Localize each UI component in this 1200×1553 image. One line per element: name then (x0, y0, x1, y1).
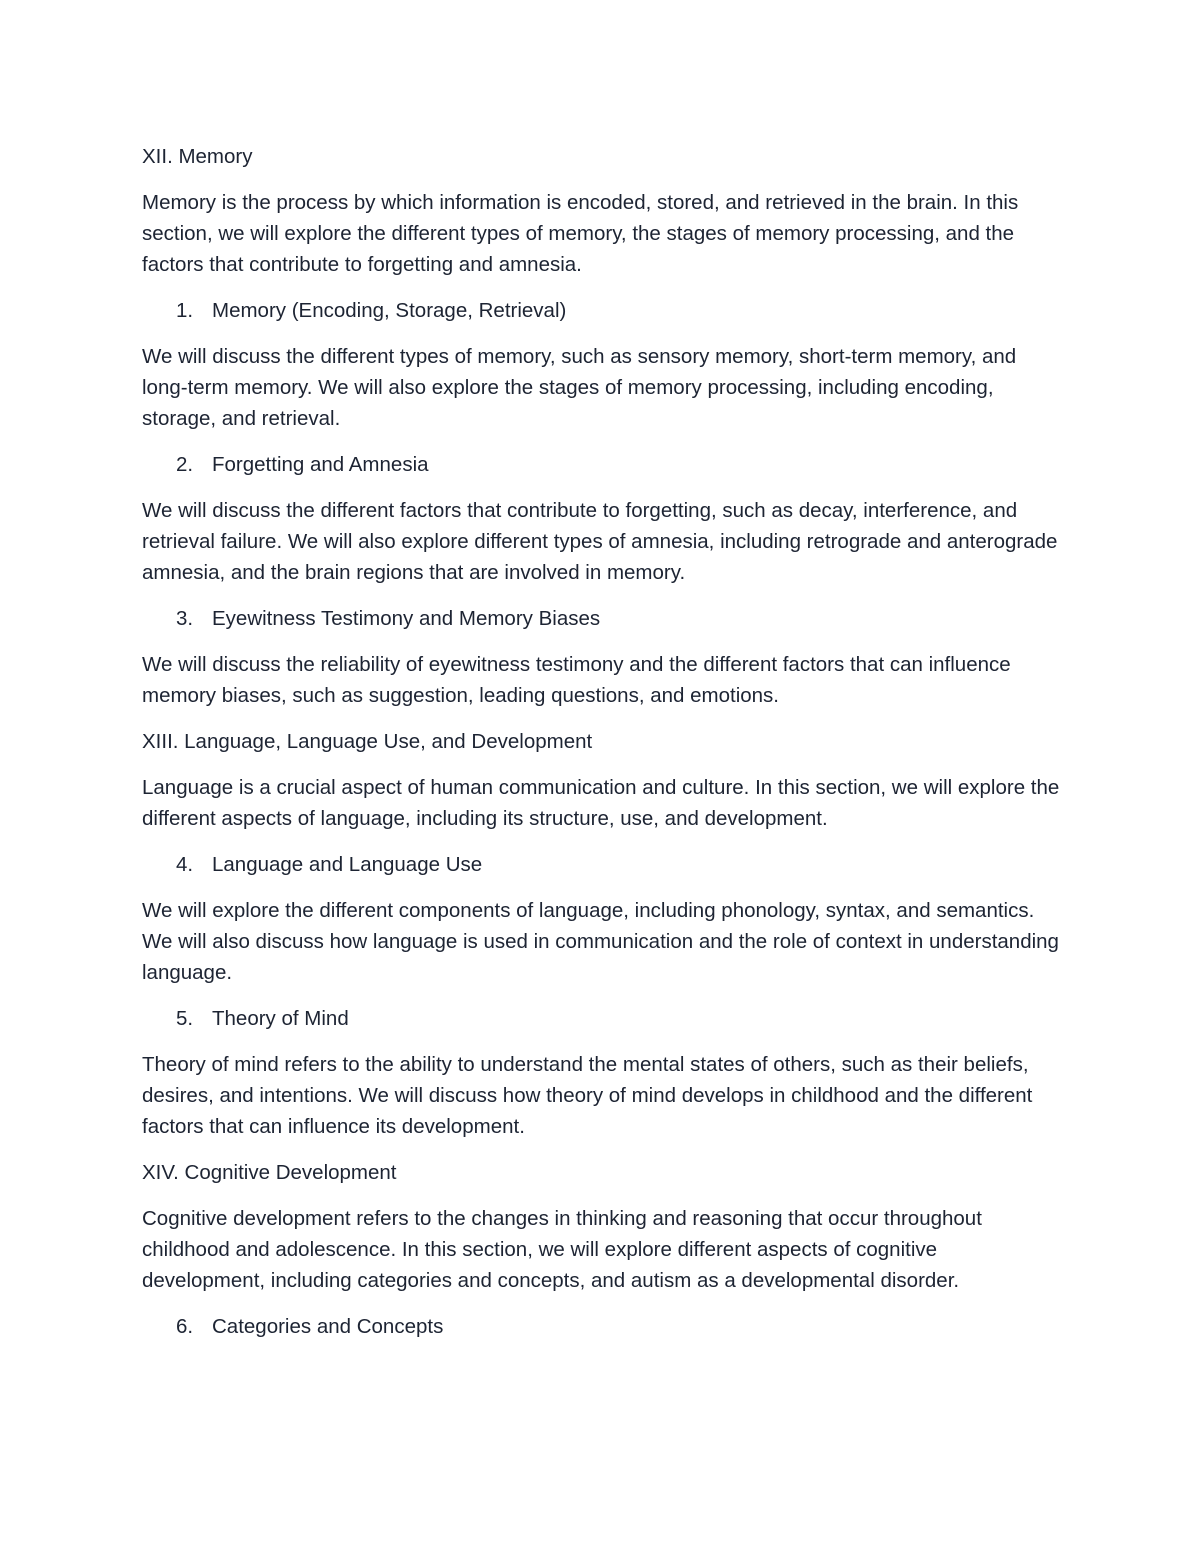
paragraph-language-intro: Language is a crucial aspect of human communication and culture. In this section, we will explore the different aspects of language, including its structure, use, and development. (142, 776, 1060, 830)
paragraph-forgetting: We will discuss the different factors that contribute to forgetting, such as decay, interference, and retrieval failure. We will also explore different types of amnesia, including retrograde and anterograde amnesia, and the brain regions that are involved in memory. (142, 499, 1058, 584)
list-item-6 (142, 1311, 1062, 1342)
list-item-4 (142, 849, 1062, 880)
paragraph-memory-intro: Memory is the process by which information is encoded, stored, and retrieved in the brain. In this section, we will explore the different types of memory, the stages of memory processing, and the factors that contribute to forgetting and amnesia. (142, 191, 1019, 276)
list-item-5 (142, 1003, 1062, 1034)
list-number: 3. (176, 607, 194, 630)
list-number: 5. (176, 1007, 194, 1030)
list-number: 2. (176, 453, 194, 476)
list-item-3 (142, 603, 1062, 634)
paragraph-cognitive-intro: Cognitive development refers to the changes in thinking and reasoning that occur throughout childhood and adolescence. In this section, we will explore different aspects of cognitive development, including categories and concepts, and autism as a developmental disorder. (142, 1207, 982, 1292)
list-item-2 (142, 449, 1062, 480)
list-item-label: Language and Language Use (212, 853, 483, 876)
document-body (142, 141, 1062, 1357)
paragraph-theory-of-mind: Theory of mind refers to the ability to understand the mental states of others, such as their beliefs, desires, and intentions. We will discuss how theory of mind develops in childhood and the different factors that can influence its development. (142, 1053, 1033, 1138)
list-item-label: Eyewitness Testimony and Memory Biases (212, 607, 601, 630)
section-heading-memory: XII. Memory (142, 145, 253, 168)
list-number: 4. (176, 853, 194, 876)
list-item-label: Forgetting and Amnesia (212, 453, 429, 476)
paragraph-language-components: We will explore the different components of language, including phonology, syntax, and semantics. We will also discuss how language is used in communication and the role of context in understanding language. (142, 899, 1059, 984)
section-heading-cognitive-development: XIV. Cognitive Development (142, 1161, 397, 1184)
section-heading-language: XIII. Language, Language Use, and Development (142, 730, 593, 753)
list-item-label: Categories and Concepts (212, 1315, 444, 1338)
list-number: 1. (176, 299, 194, 322)
list-item-label: Memory (Encoding, Storage, Retrieval) (212, 299, 567, 322)
paragraph-memory-types: We will discuss the different types of memory, such as sensory memory, short-term memory, and long-term memory. We will also explore the stages of memory processing, including encoding, storage, and retrieval. (142, 345, 1017, 430)
list-number: 6. (176, 1315, 194, 1338)
list-item-1 (142, 295, 1062, 326)
paragraph-eyewitness: We will discuss the reliability of eyewitness testimony and the different factors that can influence memory biases, such as suggestion, leading questions, and emotions. (142, 653, 1011, 707)
list-item-label: Theory of Mind (212, 1007, 349, 1030)
